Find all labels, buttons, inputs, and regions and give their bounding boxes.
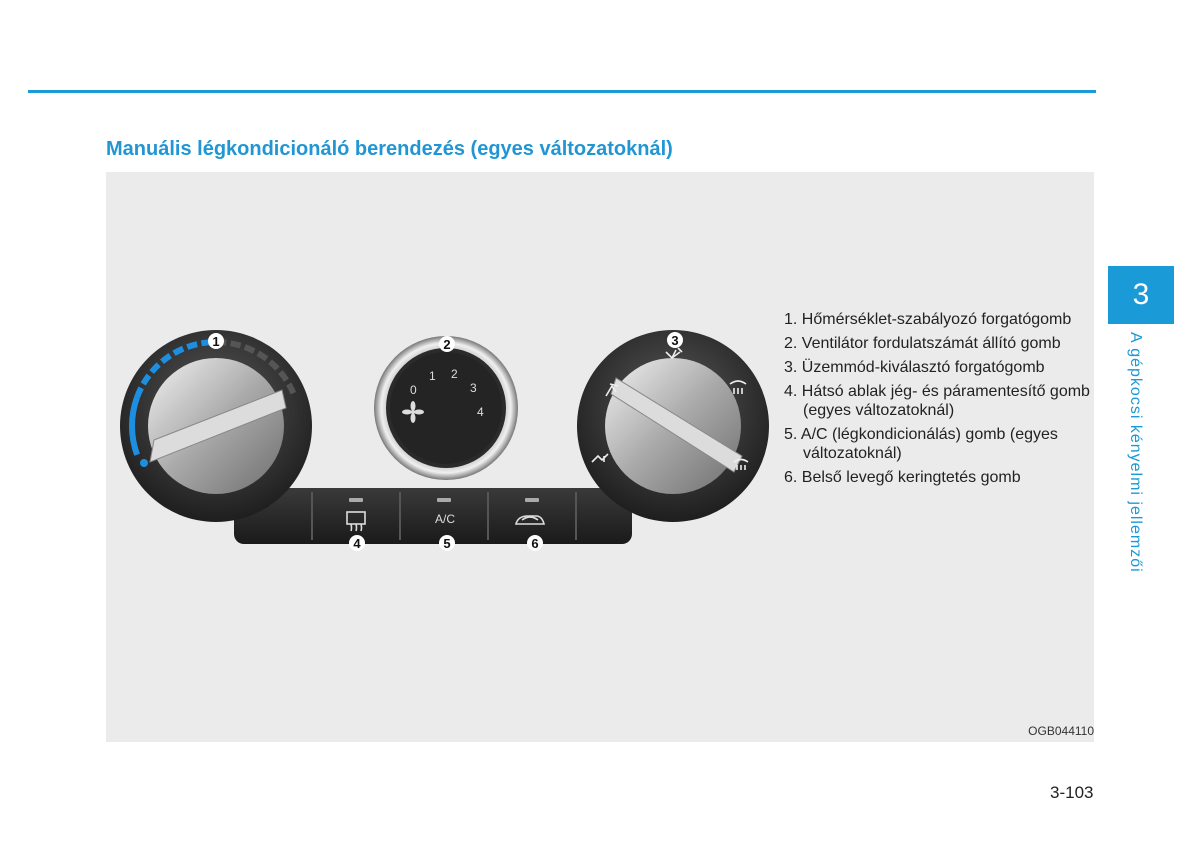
mode-selector-dial[interactable] [577,330,769,522]
chapter-number-tab: 3 [1108,266,1174,324]
callout-2 [439,336,455,352]
cold-dot [140,459,148,467]
indicator-led [437,498,451,502]
legend-list [784,310,1104,492]
climate-control-figure [106,172,1094,742]
figure-code: OGB044110 [1028,724,1094,738]
recirculation-button[interactable] [492,492,572,540]
temperature-dial[interactable] [120,330,312,522]
legend-item-5: 5. A/C (légkondicionálás) gomb (egyes változatoknál) [784,426,1058,462]
rear-defrost-button[interactable] [316,492,396,540]
indicator-led [349,498,363,502]
chapter-title: A gépkocsi kényelmi jellemzői [1127,332,1144,573]
fan-speed-label-2: 2 [451,367,458,381]
fan-speed-label-0: 0 [410,383,417,397]
legend-item-1: 1. Hőmérséklet-szabályozó forgatógomb [784,311,1072,328]
callout-4 [349,535,365,551]
svg-text:6: 6 [531,536,539,551]
legend-item-2: 2. Ventilátor fordulatszámát állító gomb [784,335,1061,352]
temperature-scale-segment [245,347,254,351]
svg-text:3: 3 [671,333,679,348]
temperature-scale-segment [289,384,294,393]
fan-speed-label-4: 4 [477,405,484,419]
callout-3 [667,332,683,348]
fan-speed-dial[interactable] [374,336,518,480]
temperature-scale-segment [137,388,141,397]
page-number: 3-103 [1050,783,1094,802]
legend-item-6: 6. Belső levegő keringtetés gomb [784,469,1021,486]
callout-5 [439,535,455,551]
callout-6 [527,535,543,551]
ac-button-label: A/C [434,512,456,526]
svg-text:4: 4 [353,536,361,551]
fan-speed-label-1: 1 [429,369,436,383]
top-rule [28,90,1096,93]
legend-item-4: 4. Hátsó ablak jég- és páramentesítő gomb (egyes változatoknál) [784,383,1090,419]
svg-text:2: 2 [443,337,451,352]
svg-text:5: 5 [443,536,451,551]
legend-item-3: 3. Üzemmód-kiválasztó forgatógomb [784,359,1045,376]
callout-1 [208,333,224,349]
ac-button[interactable] [404,492,484,540]
indicator-led [525,498,539,502]
temperature-scale-segment [174,349,183,354]
temperature-scale-segment [231,343,241,345]
svg-text:1: 1 [212,334,220,349]
fan-speed-label-3: 3 [470,381,477,395]
section-title: Manuális légkondicionáló berendezés (egyes változatoknál) [106,138,673,160]
temperature-scale-segment [187,344,197,347]
